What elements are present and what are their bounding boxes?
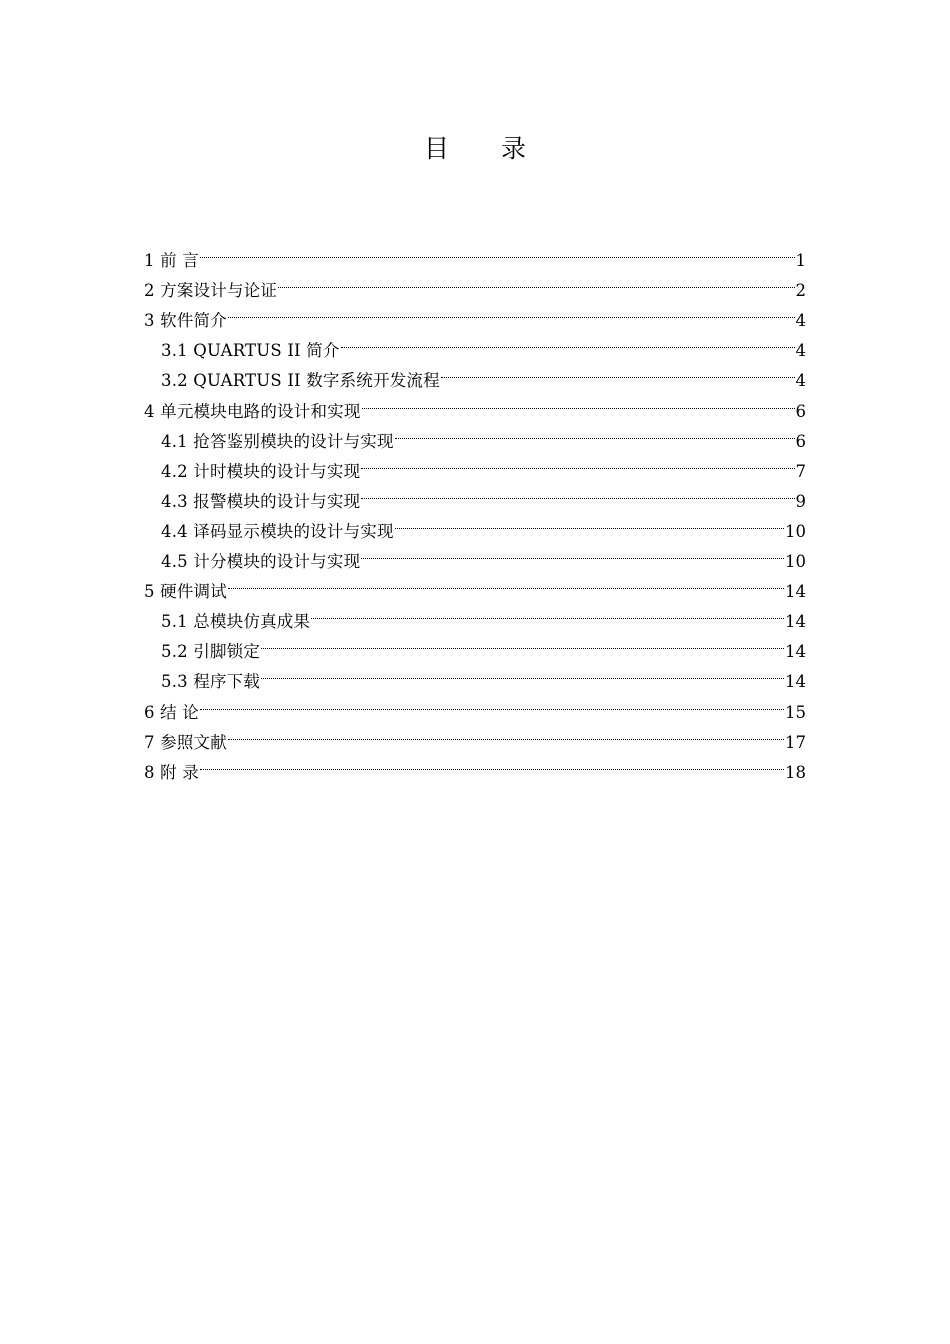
- toc-entry-page: 7: [795, 461, 806, 481]
- dot-leader: [228, 718, 784, 748]
- toc-entry-label: 7 参照文献: [144, 732, 227, 752]
- dot-leader: [200, 236, 795, 266]
- toc-entry-label: 2 方案设计与论证: [144, 281, 278, 301]
- toc-entry-label: 6 结 论: [144, 702, 199, 722]
- dot-leader: [261, 627, 784, 657]
- table-of-contents: [144, 236, 806, 782]
- toc-entry-page: 6: [795, 431, 806, 451]
- toc-entry-page: 15: [785, 702, 806, 722]
- toc-title: 目 录: [424, 134, 548, 163]
- dot-leader: [200, 748, 784, 778]
- toc-entry-label: 1 前 言: [144, 251, 199, 271]
- dot-leader: [362, 386, 795, 416]
- toc-entry-label: 5.2 引脚锁定: [161, 642, 261, 662]
- toc-entry-page: 4: [795, 341, 806, 361]
- toc-entry-label: 4.3 报警模块的设计与实现: [161, 491, 361, 511]
- toc-entry-page: 10: [785, 521, 806, 541]
- toc-entry-page: 4: [795, 371, 806, 391]
- toc-entry-page: 4: [795, 311, 806, 331]
- dot-leader: [261, 657, 784, 687]
- toc-entry-label: 4 单元模块电路的设计和实现: [144, 401, 361, 421]
- dot-leader: [361, 477, 794, 507]
- dot-leader: [311, 597, 784, 627]
- toc-entry[interactable]: [144, 567, 806, 602]
- toc-entry-page: 10: [785, 552, 806, 572]
- toc-entry-page: 1: [795, 251, 806, 271]
- toc-entry[interactable]: [144, 266, 806, 301]
- toc-entry-page: 17: [785, 732, 806, 752]
- dot-leader: [441, 356, 795, 386]
- toc-entry-page: 14: [785, 672, 806, 692]
- toc-entry[interactable]: [144, 296, 806, 331]
- toc-entry-label: 5 硬件调试: [144, 582, 227, 602]
- toc-entry-page: 6: [795, 401, 806, 421]
- toc-entry-label: 4.2 计时模块的设计与实现: [161, 461, 361, 481]
- dot-leader: [228, 296, 795, 326]
- toc-entry-label: 3.2 QUARTUS II 数字系统开发流程: [161, 371, 440, 391]
- toc-entry-label: 4.1 抢答鉴别模块的设计与实现: [161, 431, 394, 451]
- toc-entry-label: 4.5 计分模块的设计与实现: [161, 552, 361, 572]
- toc-entry-page: 2: [795, 281, 806, 301]
- toc-entry-label: 5.3 程序下载: [161, 672, 261, 692]
- dot-leader: [361, 447, 794, 477]
- toc-entry-label: 3 软件简介: [144, 311, 227, 331]
- dot-leader: [395, 417, 795, 447]
- toc-entry[interactable]: [144, 597, 806, 632]
- dot-leader: [341, 326, 795, 356]
- toc-entry-page: 14: [785, 612, 806, 632]
- toc-entry-page: 14: [785, 582, 806, 602]
- toc-entry-label: 3.1 QUARTUS II 简介: [161, 341, 340, 361]
- toc-entry[interactable]: [144, 718, 806, 752]
- dot-leader: [395, 507, 784, 537]
- toc-entry[interactable]: [144, 687, 806, 722]
- toc-entry-label: 4.4 译码显示模块的设计与实现: [161, 521, 394, 541]
- dot-leader: [200, 687, 784, 717]
- toc-entry[interactable]: [144, 748, 806, 782]
- toc-entry-label: 8 附 录: [144, 762, 199, 782]
- toc-entry[interactable]: [144, 236, 806, 271]
- toc-entry-page: 18: [785, 762, 806, 782]
- toc-entry[interactable]: [144, 326, 806, 361]
- dot-leader: [278, 266, 794, 296]
- toc-entry-page: 14: [785, 642, 806, 662]
- toc-entry-label: 5.1 总模块仿真成果: [161, 612, 311, 632]
- dot-leader: [228, 567, 784, 597]
- toc-entry-page: 9: [795, 491, 806, 511]
- dot-leader: [361, 537, 784, 567]
